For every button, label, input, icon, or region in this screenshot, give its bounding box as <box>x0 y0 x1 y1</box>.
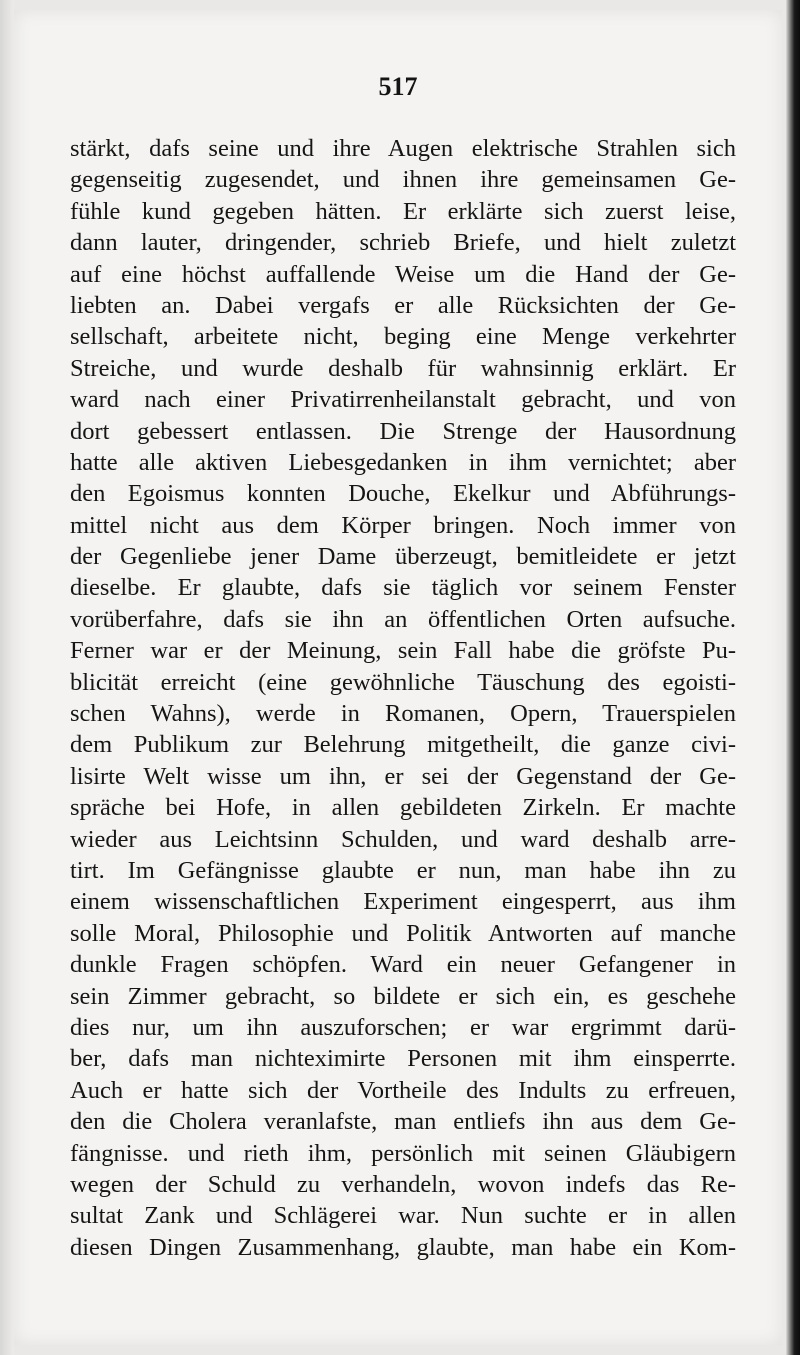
scan-right-edge <box>786 0 800 1355</box>
text-line: wieder aus Leichtsinn Schulden, und ward deshalb arre- <box>70 825 736 853</box>
text-line: Ferner war er der Meinung, sein Fall habe die gröfste Pu- <box>70 637 736 665</box>
text-line: den die Cholera veranlafste, man entliefs ihn aus dem Ge- <box>70 1108 736 1136</box>
page-number: 517 <box>378 72 418 101</box>
text-line: dem Publikum zur Belehrung mitgetheilt, die ganze civi- <box>70 731 736 759</box>
body-text <box>70 133 736 1263</box>
text-line: tirt. Im Gefängnisse glaubte er nun, man habe ihn zu <box>70 856 736 884</box>
scan-left-margin <box>0 0 14 1355</box>
text-line: mittel nicht aus dem Körper bringen. Noch immer von <box>70 511 736 539</box>
text-line: einem wissenschaftlichen Experiment eingesperrt, aus ihm <box>70 888 736 916</box>
text-line: auf eine höchst auffallende Weise um die Hand der Ge- <box>70 260 736 288</box>
text-line: blicität erreicht (eine gewöhnliche Täuschung des egoisti- <box>70 668 736 696</box>
text-line: hatte alle aktiven Liebesgedanken in ihm vernichtet; aber <box>70 448 736 476</box>
text-line: Streiche, und wurde deshalb für wahnsinnig erklärt. Er <box>70 354 736 382</box>
text-line: ward nach einer Privatirrenheilanstalt gebracht, und von <box>70 386 736 414</box>
text-line: gegenseitig zugesendet, und ihnen ihre gemeinsamen Ge- <box>70 166 736 194</box>
text-line: sultat Zank und Schlägerei war. Nun suchte er in allen <box>70 1202 736 1230</box>
text-line: fängnisse. und rieth ihm, persönlich mit seinen Gläubigern <box>70 1139 736 1167</box>
text-line: solle Moral, Philosophie und Politik Antworten auf manche <box>70 919 736 947</box>
text-line: spräche bei Hofe, in allen gebildeten Zirkeln. Er machte <box>70 794 736 822</box>
text-line: dies nur, um ihn auszuforschen; er war ergrimmt darü- <box>70 1013 736 1041</box>
text-line: liebten an. Dabei vergafs er alle Rücksichten der Ge- <box>70 291 736 319</box>
text-line: diesen Dingen Zusammenhang, glaubte, man habe ein Kom- <box>70 1233 736 1261</box>
text-line: dunkle Fragen schöpfen. Ward ein neuer Gefangener in <box>70 951 736 979</box>
text-line: dort gebessert entlassen. Die Strenge der Hausordnung <box>70 417 736 445</box>
text-line: dann lauter, dringender, schrieb Briefe, und hielt zuletzt <box>70 229 736 257</box>
text-line: schen Wahns), werde in Romanen, Opern, Trauerspielen <box>70 700 736 728</box>
text-line: den Egoismus konnten Douche, Ekelkur und Abführungs- <box>70 480 736 508</box>
text-line: stärkt, dafs seine und ihre Augen elektrische Strahlen sich <box>70 135 736 162</box>
book-page <box>14 10 782 1345</box>
text-line: vorüberfahre, dafs sie ihn an öffentlichen Orten aufsuche. <box>70 605 736 633</box>
text-line: lisirte Welt wisse um ihn, er sei der Gegenstand der Ge- <box>70 762 736 790</box>
text-line: Auch er hatte sich der Vortheile des Indults zu erfreuen, <box>70 1076 736 1104</box>
text-line: wegen der Schuld zu verhandeln, wovon indefs das Re- <box>70 1170 736 1198</box>
text-line: dieselbe. Er glaubte, dafs sie täglich vor seinem Fenster <box>70 574 736 602</box>
text-line: ber, dafs man nichteximirte Personen mit ihm einsperrte. <box>70 1045 736 1073</box>
text-line: fühle kund gegeben hätten. Er erklärte sich zuerst leise, <box>70 197 736 225</box>
text-line: sein Zimmer gebracht, so bildete er sich ein, es geschehe <box>70 982 736 1010</box>
text-line: sellschaft, arbeitete nicht, beging eine Menge verkehrter <box>70 323 736 351</box>
text-line: der Gegenliebe jener Dame überzeugt, bemitleidete er jetzt <box>70 543 736 571</box>
